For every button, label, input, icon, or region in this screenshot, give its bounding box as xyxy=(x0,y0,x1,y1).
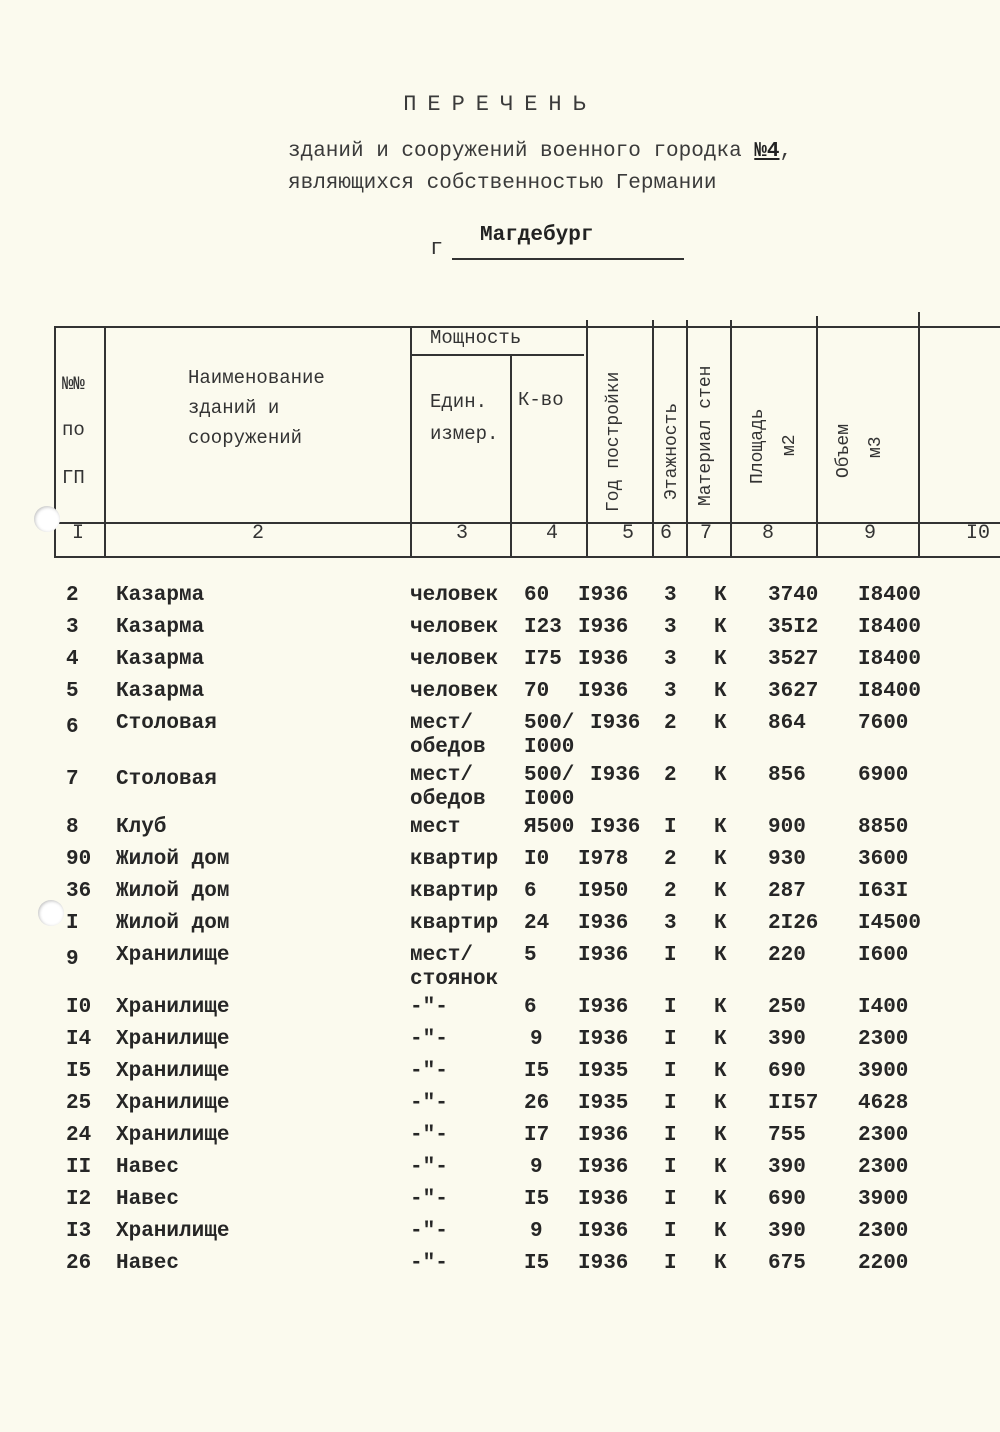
cell-qty: I5 xyxy=(524,1060,550,1083)
cell-unit: -"- xyxy=(410,1028,448,1051)
table-row xyxy=(0,712,1000,772)
cell-floors: I xyxy=(664,1060,677,1083)
cell-floors: I xyxy=(664,1220,677,1243)
header-no-2: по xyxy=(62,419,85,441)
cell-floors: 2 xyxy=(664,712,677,735)
cell-unit: мест xyxy=(410,816,461,839)
cell-name: Столовая xyxy=(116,712,217,735)
cell-volume: 2300 xyxy=(858,1156,909,1179)
cell-no: 3 xyxy=(66,616,79,639)
header-unit-1: Един. xyxy=(430,391,488,413)
cell-qty: 26 xyxy=(524,1092,550,1115)
cell-year: I936 xyxy=(578,584,629,607)
cell-qty: 500/ I000 xyxy=(524,764,575,811)
cell-unit: мест/ обедов xyxy=(410,764,486,811)
cell-qty: I5 xyxy=(524,1188,550,1211)
cell-name: Навес xyxy=(116,1252,180,1275)
cell-qty: I5 xyxy=(524,1252,550,1275)
cell-volume: 3900 xyxy=(858,1188,909,1211)
header-top-line xyxy=(54,326,1000,328)
col-divider xyxy=(918,312,920,558)
cell-material: К xyxy=(714,944,727,967)
cell-floors: 2 xyxy=(664,764,677,787)
cell-year: I935 xyxy=(578,1092,629,1115)
cell-area: 390 xyxy=(768,1156,806,1179)
table-row xyxy=(0,764,1000,824)
cell-unit: квартир xyxy=(410,848,499,871)
header-name-2: зданий и xyxy=(188,397,280,419)
cell-material: К xyxy=(714,848,727,871)
cell-unit: -"- xyxy=(410,1252,448,1275)
cell-floors: 3 xyxy=(664,584,677,607)
cell-no: 2 xyxy=(66,584,79,607)
cell-no: I2 xyxy=(66,1188,92,1211)
cell-name: Казарма xyxy=(116,584,205,607)
cell-area: 755 xyxy=(768,1124,806,1147)
cell-qty: I23 xyxy=(524,616,562,639)
header-material: Материал стен xyxy=(696,365,716,506)
cell-year: I978 xyxy=(578,848,629,871)
cell-year: I936 xyxy=(578,1028,629,1051)
cell-floors: I xyxy=(664,996,677,1019)
cell-area: 390 xyxy=(768,1028,806,1051)
header-name-3: сооружений xyxy=(188,427,303,449)
cell-qty: I7 xyxy=(524,1124,550,1147)
column-number: I0 xyxy=(966,522,991,545)
city-name: Магдебург xyxy=(480,224,594,247)
cell-qty: 9 xyxy=(530,1220,543,1243)
cell-area: II57 xyxy=(768,1092,819,1115)
cell-floors: I xyxy=(664,1028,677,1051)
column-number: I xyxy=(72,522,85,545)
cell-material: К xyxy=(714,880,727,903)
cell-year: I936 xyxy=(578,648,629,671)
cell-unit: -"- xyxy=(410,1188,448,1211)
cell-unit: человек xyxy=(410,616,499,639)
header-volume-2: м3 xyxy=(866,436,886,458)
cell-no: 90 xyxy=(66,848,92,871)
cell-area: 864 xyxy=(768,712,806,735)
header-capacity: Мощность xyxy=(430,327,522,349)
cell-area: 856 xyxy=(768,764,806,787)
cell-material: К xyxy=(714,680,727,703)
cell-name: Навес xyxy=(116,1156,180,1179)
cell-name: Хранилище xyxy=(116,996,230,1019)
cell-year: I936 xyxy=(578,1220,629,1243)
cell-unit: -"- xyxy=(410,1156,448,1179)
cell-floors: 2 xyxy=(664,848,677,871)
header-area-1: Площадь xyxy=(748,408,768,484)
col-divider xyxy=(686,320,688,558)
cell-material: К xyxy=(714,764,727,787)
cell-area: 250 xyxy=(768,996,806,1019)
cell-material: К xyxy=(714,816,727,839)
cell-qty: 6 xyxy=(524,880,537,903)
cell-area: 930 xyxy=(768,848,806,871)
cell-floors: 3 xyxy=(664,912,677,935)
cell-year: I936 xyxy=(578,996,629,1019)
cell-no: 8 xyxy=(66,816,79,839)
cell-qty: 6 xyxy=(524,996,537,1019)
cell-volume: I400 xyxy=(858,996,909,1019)
header-qty: К-во xyxy=(518,389,564,411)
cell-name: Казарма xyxy=(116,680,205,703)
subtitle-line-1 xyxy=(288,140,792,163)
cell-unit: мест/ стоянок xyxy=(410,944,499,991)
cell-floors: 3 xyxy=(664,680,677,703)
col-divider xyxy=(816,316,818,558)
cell-material: К xyxy=(714,712,727,735)
cell-floors: I xyxy=(664,1124,677,1147)
cell-volume: I4500 xyxy=(858,912,922,935)
column-number: 2 xyxy=(252,522,265,545)
cell-floors: I xyxy=(664,1188,677,1211)
column-number: 8 xyxy=(762,522,775,545)
cell-year: I936 xyxy=(590,764,641,787)
cell-qty: 24 xyxy=(524,912,550,935)
cell-year: I936 xyxy=(590,816,641,839)
capacity-underline xyxy=(412,354,584,356)
cell-volume: 2200 xyxy=(858,1252,909,1275)
cell-area: 390 xyxy=(768,1220,806,1243)
subtitle-text: зданий и сооружений военного городка xyxy=(288,140,755,163)
cell-material: К xyxy=(714,1188,727,1211)
cell-no: I3 xyxy=(66,1220,92,1243)
cell-volume: I8400 xyxy=(858,648,922,671)
cell-year: I936 xyxy=(578,1188,629,1211)
cell-floors: I xyxy=(664,816,677,839)
cell-name: Клуб xyxy=(116,816,167,839)
col-divider xyxy=(652,320,654,558)
cell-material: К xyxy=(714,648,727,671)
cell-unit: -"- xyxy=(410,1060,448,1083)
cell-area: 2I26 xyxy=(768,912,819,935)
col-divider xyxy=(510,356,512,558)
cell-area: 220 xyxy=(768,944,806,967)
cell-name: Хранилище xyxy=(116,1124,230,1147)
cell-name: Хранилище xyxy=(116,1060,230,1083)
cell-material: К xyxy=(714,1220,727,1243)
cell-year: I936 xyxy=(578,680,629,703)
cell-floors: 3 xyxy=(664,648,677,671)
cell-year: I935 xyxy=(578,1060,629,1083)
cell-qty: I0 xyxy=(524,848,550,871)
cell-material: К xyxy=(714,1124,727,1147)
cell-volume: 7600 xyxy=(858,712,909,735)
cell-year: I936 xyxy=(578,912,629,935)
table-row xyxy=(0,1252,1000,1312)
cell-volume: I8400 xyxy=(858,616,922,639)
cell-name: Казарма xyxy=(116,648,205,671)
column-number: 6 xyxy=(660,522,673,545)
header-no-3: ГП xyxy=(62,467,85,489)
header-unit-2: измер. xyxy=(430,423,499,445)
cell-area: 35I2 xyxy=(768,616,819,639)
cell-unit: -"- xyxy=(410,1124,448,1147)
city-label: г xyxy=(430,236,444,261)
cell-unit: -"- xyxy=(410,996,448,1019)
cell-unit: человек xyxy=(410,680,499,703)
cell-volume: 2300 xyxy=(858,1124,909,1147)
cell-unit: -"- xyxy=(410,1092,448,1115)
cell-unit: -"- xyxy=(410,1220,448,1243)
cell-area: 675 xyxy=(768,1252,806,1275)
header-no-1: №№ xyxy=(62,373,85,395)
column-number: 9 xyxy=(864,522,877,545)
cell-no: I xyxy=(66,912,79,935)
header-year: Год постройки xyxy=(604,371,624,512)
cell-floors: I xyxy=(664,1092,677,1115)
cell-area: 3527 xyxy=(768,648,819,671)
header-bottom-line xyxy=(54,556,1000,558)
cell-no: 9 xyxy=(66,948,79,971)
cell-volume: I8400 xyxy=(858,680,922,703)
col-divider xyxy=(730,320,732,558)
cell-material: К xyxy=(714,1252,727,1275)
cell-no: 36 xyxy=(66,880,92,903)
cell-volume: 3900 xyxy=(858,1060,909,1083)
col-divider xyxy=(410,326,412,558)
cell-area: 690 xyxy=(768,1060,806,1083)
cell-floors: I xyxy=(664,944,677,967)
column-number: 7 xyxy=(700,522,713,545)
header-volume-1: Объем xyxy=(834,423,854,478)
cell-name: Хранилище xyxy=(116,1220,230,1243)
cell-floors: 2 xyxy=(664,880,677,903)
cell-year: I936 xyxy=(590,712,641,735)
column-number: 5 xyxy=(622,522,635,545)
cell-material: К xyxy=(714,1156,727,1179)
cell-name: Жилой дом xyxy=(116,880,230,903)
cell-volume: 2300 xyxy=(858,1220,909,1243)
cell-volume: I600 xyxy=(858,944,909,967)
cell-no: 26 xyxy=(66,1252,92,1275)
garrison-number: №4 xyxy=(754,140,780,163)
cell-qty: 70 xyxy=(524,680,550,703)
cell-no: 7 xyxy=(66,768,79,791)
cell-qty: 500/ I000 xyxy=(524,712,575,759)
col-divider xyxy=(586,320,588,558)
cell-floors: I xyxy=(664,1156,677,1179)
cell-unit: человек xyxy=(410,584,499,607)
cell-name: Навес xyxy=(116,1188,180,1211)
cell-qty: 9 xyxy=(530,1028,543,1051)
header-mid-line xyxy=(54,522,1000,524)
cell-no: I5 xyxy=(66,1060,92,1083)
cell-area: 690 xyxy=(768,1188,806,1211)
cell-area: 3740 xyxy=(768,584,819,607)
cell-material: К xyxy=(714,996,727,1019)
cell-volume: 3600 xyxy=(858,848,909,871)
col-divider xyxy=(104,326,106,558)
cell-volume: 6900 xyxy=(858,764,909,787)
cell-no: I0 xyxy=(66,996,92,1019)
column-number: 3 xyxy=(456,522,469,545)
cell-qty: Я500 xyxy=(524,816,575,839)
cell-material: К xyxy=(714,616,727,639)
cell-volume: I8400 xyxy=(858,584,922,607)
cell-name: Казарма xyxy=(116,616,205,639)
punch-hole xyxy=(34,506,60,532)
cell-area: 900 xyxy=(768,816,806,839)
cell-no: 4 xyxy=(66,648,79,671)
cell-name: Хранилище xyxy=(116,944,230,967)
cell-qty: 60 xyxy=(524,584,550,607)
cell-no: 24 xyxy=(66,1124,92,1147)
cell-unit: мест/ обедов xyxy=(410,712,486,759)
cell-qty: 9 xyxy=(530,1156,543,1179)
cell-name: Хранилище xyxy=(116,1028,230,1051)
cell-volume: 2300 xyxy=(858,1028,909,1051)
cell-no: II xyxy=(66,1156,92,1179)
header-area-2: м2 xyxy=(780,434,800,456)
column-number: 4 xyxy=(546,522,559,545)
cell-volume: 4628 xyxy=(858,1092,909,1115)
cell-name: Жилой дом xyxy=(116,848,230,871)
cell-unit: квартир xyxy=(410,880,499,903)
subtitle-comma: , xyxy=(779,140,793,163)
table-row xyxy=(0,944,1000,1004)
header-name-1: Наименование xyxy=(188,367,325,389)
cell-year: I936 xyxy=(578,944,629,967)
cell-name: Хранилище xyxy=(116,1092,230,1115)
cell-material: К xyxy=(714,1028,727,1051)
cell-year: I950 xyxy=(578,880,629,903)
document-title: ПЕРЕЧЕНЬ xyxy=(403,92,597,117)
cell-no: 5 xyxy=(66,680,79,703)
cell-year: I936 xyxy=(578,1156,629,1179)
cell-material: К xyxy=(714,912,727,935)
cell-qty: 5 xyxy=(524,944,537,967)
cell-year: I936 xyxy=(578,1124,629,1147)
cell-no: 6 xyxy=(66,716,79,739)
cell-material: К xyxy=(714,1092,727,1115)
cell-unit: квартир xyxy=(410,912,499,935)
cell-unit: человек xyxy=(410,648,499,671)
cell-area: 3627 xyxy=(768,680,819,703)
cell-name: Жилой дом xyxy=(116,912,230,935)
city-underline xyxy=(452,258,684,260)
cell-floors: I xyxy=(664,1252,677,1275)
subtitle-line-2: являющихся собственностью Германии xyxy=(288,172,717,195)
cell-volume: I63I xyxy=(858,880,909,903)
cell-material: К xyxy=(714,1060,727,1083)
cell-floors: 3 xyxy=(664,616,677,639)
cell-area: 287 xyxy=(768,880,806,903)
cell-material: К xyxy=(714,584,727,607)
cell-qty: I75 xyxy=(524,648,562,671)
cell-name: Столовая xyxy=(116,768,217,791)
cell-volume: 8850 xyxy=(858,816,909,839)
cell-year: I936 xyxy=(578,1252,629,1275)
cell-year: I936 xyxy=(578,616,629,639)
punch-hole xyxy=(38,900,64,926)
header-floors: Этажность xyxy=(662,402,682,500)
cell-no: 25 xyxy=(66,1092,92,1115)
cell-no: I4 xyxy=(66,1028,92,1051)
